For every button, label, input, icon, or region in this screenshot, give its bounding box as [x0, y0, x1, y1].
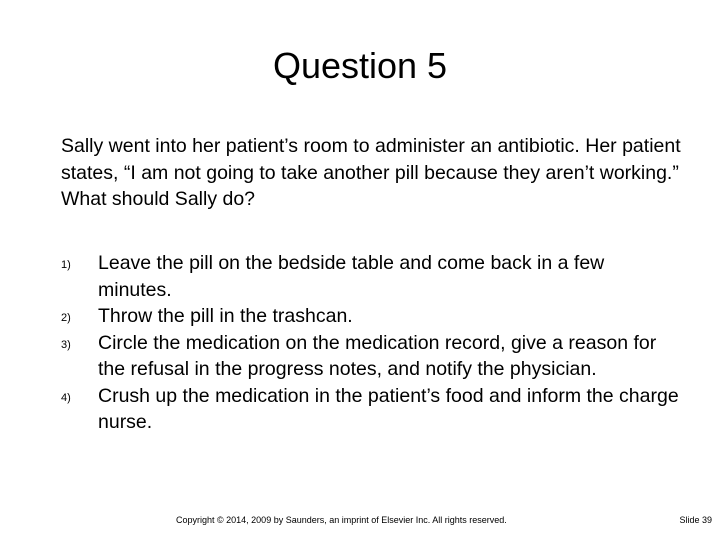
- question-text: Sally went into her patient’s room to administer an antibiotic. Her patient states, “I am not going to take another pill because they aren’t working.” What should Sally do?: [61, 135, 681, 210]
- option-number: 2): [61, 312, 71, 324]
- slide-number: Slide 39: [679, 515, 712, 525]
- option-text: Circle the medication on the medication record, give a reason for the refusal in the progress notes, and notify the physician.: [98, 331, 657, 380]
- option-number: 1): [61, 259, 71, 271]
- answer-options-list: [61, 250, 681, 436]
- option-number: 4): [61, 391, 71, 404]
- slide-title: Question 5: [272, 45, 448, 86]
- option-text: Crush up the medication in the patient’s food and inform the charge nurse.: [98, 384, 679, 433]
- answer-option-2: [61, 303, 681, 330]
- copyright-notice: Copyright © 2014, 2009 by Saunders, an imprint of Elsevier Inc. All rights reserved.: [176, 515, 507, 525]
- answer-option-4: [61, 383, 681, 436]
- option-text: Throw the pill in the trashcan.: [98, 305, 353, 327]
- option-number: 3): [61, 338, 71, 351]
- option-text: Leave the pill on the bedside table and come back in a few minutes.: [98, 252, 605, 301]
- answer-option-3: [61, 330, 681, 383]
- answer-option-1: [61, 250, 681, 303]
